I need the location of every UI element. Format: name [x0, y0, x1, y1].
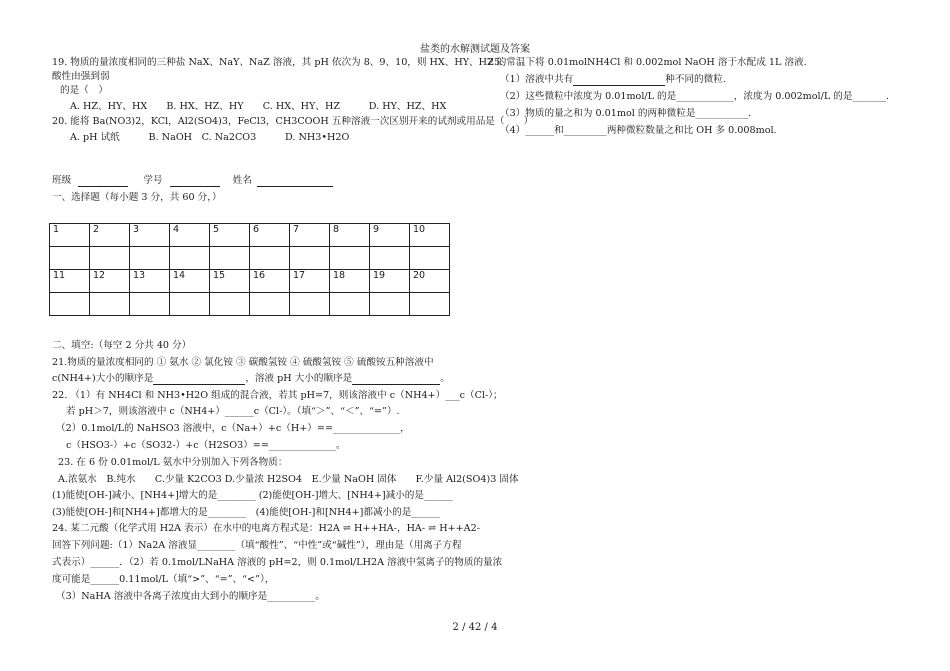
answer-cell[interactable]: [290, 293, 330, 316]
q21-line1: 21.物质的量浓度相同的 ① 氨水 ② 氯化铵 ③ 碳酸氢铵 ④ 硫酸氢铵 ⑤ 硫酸铵五种溶液中: [52, 357, 434, 368]
name-field[interactable]: [257, 176, 333, 187]
answer-cell[interactable]: [170, 293, 210, 316]
table-cell: 20: [410, 270, 450, 293]
q19-line2: 酸性由强到弱: [52, 71, 110, 82]
q20-line1: 20. 能将 Ba(NO3)2，KCl，Al2(SO4)3，FeCl3，CH3COOH 五种溶液一次区别开来的试剂或用品是（ ）: [52, 116, 534, 127]
q21-order-blank[interactable]: [153, 374, 245, 385]
q25-line3: （2）这些微粒中浓度为 0.01mol/L 的是____________，浓度为 0.002mol/L 的是_______.: [500, 91, 890, 102]
q22-line4: c（HSO3-）+c（SO32-）+c（H2SO3）==______________。: [66, 440, 346, 451]
answer-cell[interactable]: [330, 247, 370, 270]
q24-line5: （3）NaHA 溶液中各离子浓度由大到小的顺序是__________。: [56, 591, 325, 602]
answer-cell[interactable]: [410, 293, 450, 316]
class-label: 班级: [52, 175, 72, 186]
table-cell: 15: [210, 270, 250, 293]
table-cell: 17: [290, 270, 330, 293]
q25-count-label: （1）溶液中共有: [500, 74, 574, 85]
q24-line4: 度可能是______0.11mol/L（填“>”、“=”、“<”），: [52, 574, 275, 585]
answer-cell[interactable]: [330, 293, 370, 316]
q23-line1: 23. 在 6 份 0.01mol/L 氨水中分别加入下列各物质：: [58, 457, 288, 468]
page-footer: 2 / 42 / 4: [452, 622, 498, 633]
q22-line2: 若 pH＞7，则该溶液中 c（NH4+）______c（Cl-）。（填“＞”、“＜”、“=”）.: [66, 406, 400, 417]
table-row: [50, 224, 450, 247]
q25-line4: （3）物质的量之和为 0.01mol 的两种微粒是___________.: [500, 108, 752, 119]
page-header: 盐类的水解测试题及答案: [420, 44, 530, 55]
q22-line3: （2）0.1mol/L的 NaHSO3 溶液中，c（Na+）+c（H+）==______________，: [56, 423, 410, 434]
table-cell: 11: [50, 270, 90, 293]
table-cell: 14: [170, 270, 210, 293]
q25-count-suffix: 种不同的微粒.: [665, 74, 726, 85]
q20-options: A. pH 试纸 B. NaOH C. Na2CO3 D. NH3•H2O: [70, 132, 350, 143]
table-row: [50, 270, 450, 293]
q25-line2: [500, 74, 726, 86]
table-cell: 4: [170, 224, 210, 247]
answer-cell[interactable]: [90, 247, 130, 270]
q21-ph-label: ，溶液 pH 大小的顺序是: [245, 373, 353, 384]
student-id-label: 学号: [143, 175, 163, 186]
name-label: 姓名: [232, 175, 252, 186]
answer-table: [49, 223, 450, 316]
table-cell: 13: [130, 270, 170, 293]
table-cell: 9: [370, 224, 410, 247]
section1-title: 一、选择题（每小题 3 分，共 60 分，）: [52, 192, 222, 203]
table-cell: 5: [210, 224, 250, 247]
q21-ph-blank[interactable]: [352, 374, 440, 385]
student-id-field[interactable]: [170, 176, 220, 187]
q25-line1: 25. 常温下将 0.01molNH4Cl 和 0.002mol NaOH 溶于水配成 1L 溶液.: [488, 57, 807, 68]
table-cell: 12: [90, 270, 130, 293]
section2-title: 二、填空:（每空 2 分共 40 分）: [52, 340, 192, 351]
table-cell: 10: [410, 224, 450, 247]
student-info-row: [52, 175, 333, 187]
answer-cell[interactable]: [250, 247, 290, 270]
q24-line3: 式表示）______．（2）若 0.1mol/LNaHA 溶液的 pH=2，则 0.1mol/LH2A 溶液中氢离子的物质的量浓: [52, 557, 503, 568]
table-cell: 7: [290, 224, 330, 247]
table-row: [50, 247, 450, 270]
q19-line1: 19. 物质的量浓度相同的三种盐 NaX、NaY、NaZ 溶液，其 pH 依次为 8、9、10，则 HX、HY、HZ 的: [52, 57, 507, 68]
answer-cell[interactable]: [130, 293, 170, 316]
answer-cell[interactable]: [50, 293, 90, 316]
answer-cell[interactable]: [210, 247, 250, 270]
table-row: [50, 293, 450, 316]
q19-options: A. HZ、HY、HX B. HX、HZ、HY C. HX、HY、HZ D. HY、HZ、HX: [70, 101, 447, 112]
answer-cell[interactable]: [90, 293, 130, 316]
q19-line3: 的是（ ）: [60, 85, 108, 96]
q21-order-label: c(NH4+)大小的顺序是: [52, 373, 154, 384]
q21-line2: [52, 373, 450, 385]
table-cell: 1: [50, 224, 90, 247]
table-cell: 18: [330, 270, 370, 293]
answer-cell[interactable]: [170, 247, 210, 270]
q22-line1: 22. （1）有 NH4Cl 和 NH3•H2O 组成的混合液，若其 pH=7，则该溶液中 c（NH4+）___c（Cl-）；: [52, 390, 503, 401]
answer-cell[interactable]: [210, 293, 250, 316]
table-cell: 8: [330, 224, 370, 247]
answer-cell[interactable]: [130, 247, 170, 270]
q25-count-blank[interactable]: [573, 75, 665, 86]
answer-cell[interactable]: [370, 293, 410, 316]
table-cell: 3: [130, 224, 170, 247]
q24-line2: 回答下列问题:（1）Na2A 溶液显________（填“酸性”、“中性”或“碱性”），理由是（用离子方程: [52, 540, 462, 551]
q21-end: 。: [440, 373, 450, 384]
q23-line2: A.浓氨水 B.纯水 C.少量 K2CO3 D.少量浓 H2SO4 E.少量 NaOH 固体 F.少量 Al2(SO4)3 固体: [58, 474, 519, 485]
answer-cell[interactable]: [250, 293, 290, 316]
q23-line4: (3)能使[OH-]和[NH4+]都增大的是________ (4)能使[OH-]和[NH4+]都减小的是______: [52, 507, 441, 518]
answer-cell[interactable]: [370, 247, 410, 270]
q25-line5: （4）______和_________两种微粒数量之和比 OH 多 0.008mol.: [500, 125, 777, 136]
answer-cell[interactable]: [290, 247, 330, 270]
q23-line3: (1)能使[OH-]减小、[NH4+]增大的是________ (2)能使[OH-]增大、[NH4+]减小的是______: [52, 490, 453, 501]
table-cell: 2: [90, 224, 130, 247]
table-cell: 16: [250, 270, 290, 293]
answer-cell[interactable]: [410, 247, 450, 270]
table-cell: 19: [370, 270, 410, 293]
table-cell: 6: [250, 224, 290, 247]
q24-line1: 24. 某二元酸（化学式用 H2A 表示）在水中的电离方程式是：H2A ⇌ H++HA-，HA- ⇌ H++A2-: [52, 523, 480, 534]
answer-cell[interactable]: [50, 247, 90, 270]
class-field[interactable]: [78, 176, 128, 187]
